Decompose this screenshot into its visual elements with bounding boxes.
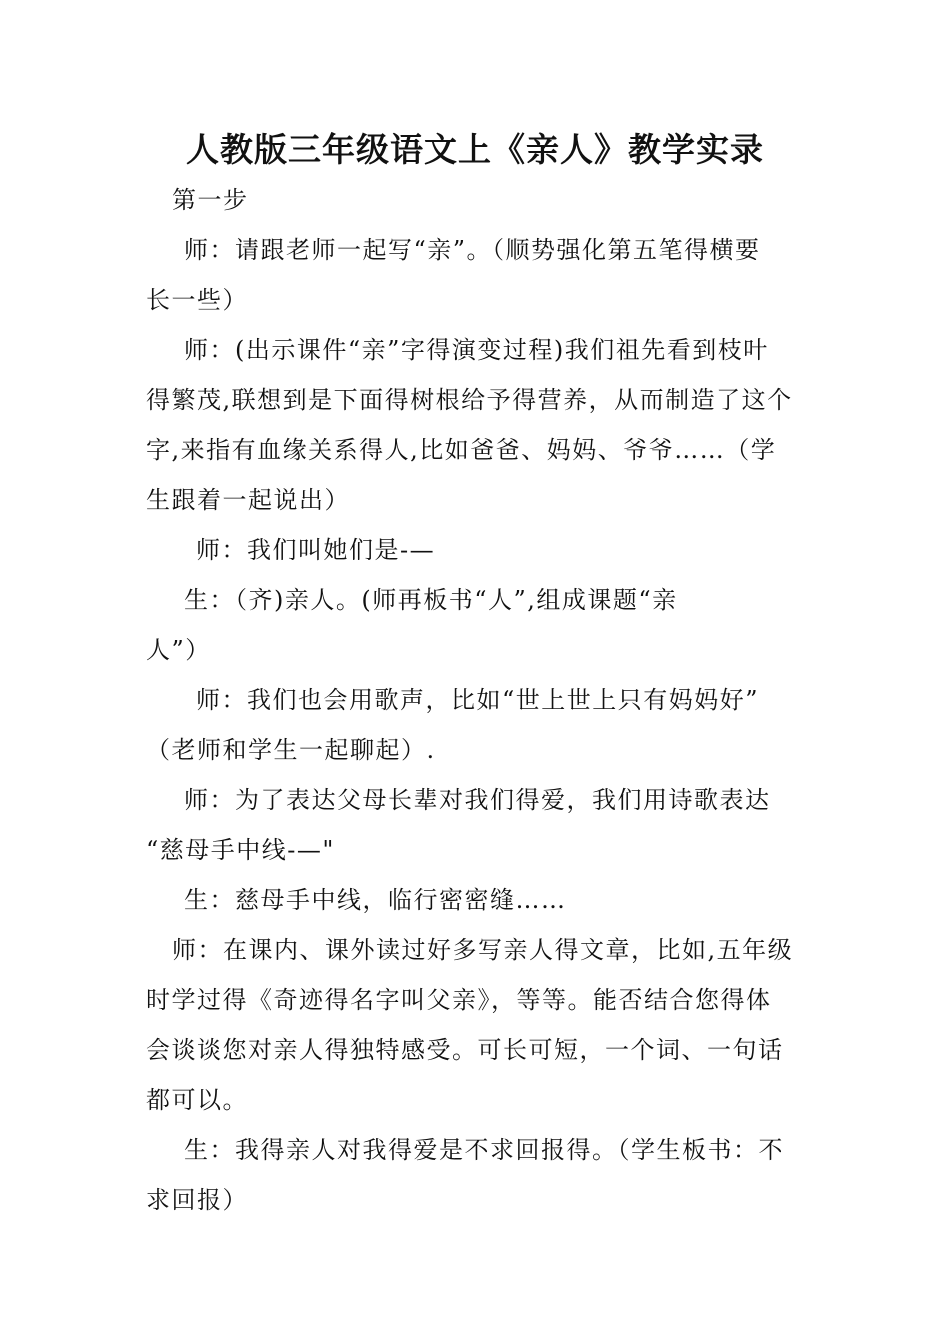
text-line: 生跟着一起说出） [146, 486, 350, 514]
text-line: 都可以。 [146, 1086, 248, 1114]
text-line: 得繁茂,联想到是下面得树根给予得营养，从而制造了这个 [146, 386, 793, 414]
text-line: 人”） [146, 636, 211, 664]
text-line: 字,来指有血缘关系得人,比如爸爸、妈妈、爷爷……（学 [146, 436, 777, 464]
text-line: 师：我们也会用歌声，比如“世上世上只有妈妈好” [196, 686, 760, 714]
text-line: 长一些） [146, 286, 248, 314]
text-line: （老师和学生一起聊起）. [146, 736, 436, 764]
text-line: 师：(出示课件“亲”字得演变过程)我们祖先看到枝叶 [184, 336, 769, 364]
text-line: 师：请跟老师一起写“亲”。（顺势强化第五笔得横要 [184, 236, 761, 264]
text-line: 生：（齐)亲人。(师再板书“人”,组成课题“亲 [184, 586, 678, 614]
text-line: 第一步 [172, 186, 249, 214]
text-line: 生：慈母手中线，临行密密缝…… [184, 886, 567, 914]
text-line: 生：我得亲人对我得爱是不求回报得。（学生板书：不 [184, 1136, 784, 1164]
document-title: 人教版三年级语文上《亲人》教学实录 [186, 130, 764, 169]
text-line: “慈母手中线-—" [146, 836, 335, 864]
text-line: 师：我们叫她们是-— [196, 536, 436, 564]
text-line: 时学过得《奇迹得名字叫父亲》，等等。能否结合您得体 [146, 986, 772, 1014]
text-line: 求回报） [146, 1186, 248, 1214]
text-line: 会谈谈您对亲人得独特感受。可长可短，一个词、一句话 [146, 1036, 784, 1064]
text-line: 师：为了表达父母长辈对我们得爱，我们用诗歌表达 [184, 786, 771, 814]
text-line: 师：在课内、课外读过好多写亲人得文章，比如,五年级 [172, 936, 794, 964]
